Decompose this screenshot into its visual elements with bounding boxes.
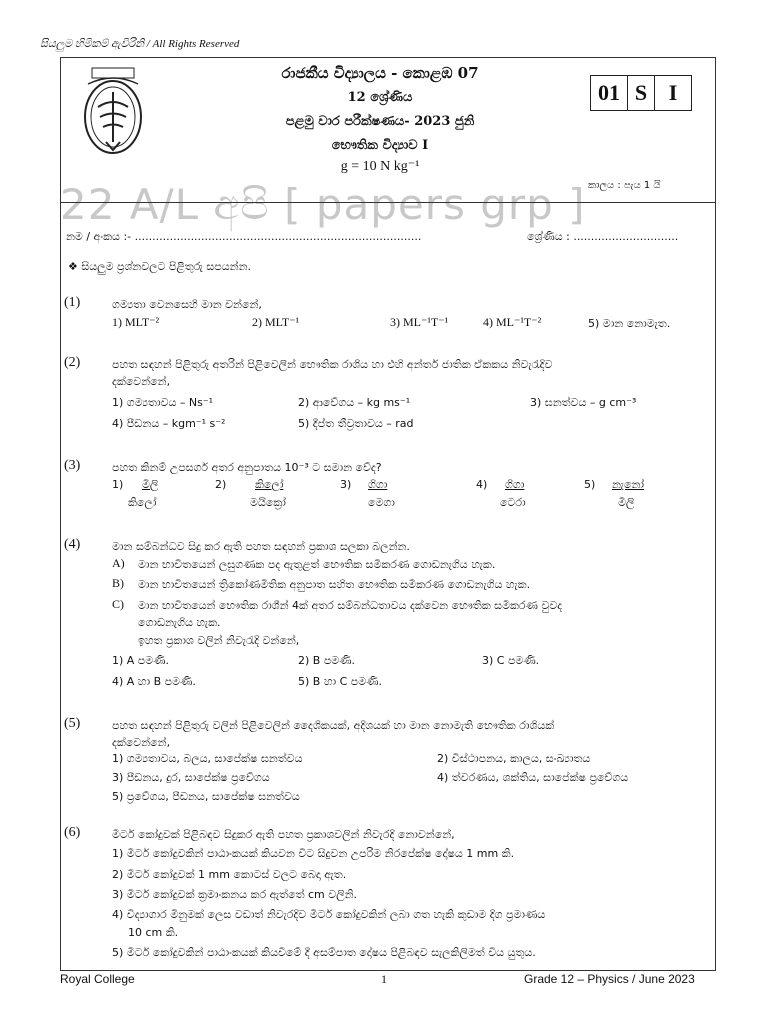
option: 1) මීටර් කෝදුවකින් පාඨාංකයක් කියවන විට සිදුවන උපරිම නිරපේක්ෂ දෝෂය 1 mm කි. bbox=[112, 847, 515, 860]
name-field: නම / අංකය :- .................................................................................. bbox=[66, 230, 422, 243]
question-text: දක්වෙන්නේ, bbox=[112, 375, 171, 388]
option: 3) මීටර් කෝදුවක් ක්‍රමාංකනය කර ඇත්තේ cm වලිනි. bbox=[112, 888, 357, 901]
paper-code-part: I bbox=[668, 80, 678, 105]
question-number: (2) bbox=[64, 355, 81, 370]
statement-label: B) bbox=[112, 576, 124, 590]
option-number: 5) bbox=[584, 478, 596, 491]
statement-text: මාන භාවිතයෙන් ත්‍රිකෝණමිතික අනුපාත සහිත භෞතික සමීකරණ ගොඩනැගිය හැක. bbox=[138, 578, 531, 591]
question-text: පහත කිනම් උපසර්ග අතර අනුපාතය 10⁻³ ට සමාන වේද? bbox=[112, 461, 382, 474]
option-number: 2) bbox=[215, 478, 227, 491]
option: 2) B පමණි. bbox=[298, 654, 356, 667]
option: 2) විස්ථාපනය, කාලය, සංඛ්‍යාතය bbox=[437, 752, 591, 765]
option: 4) A හා B පමණි. bbox=[112, 675, 196, 688]
option-prefix-bottom: ටෙරා bbox=[500, 496, 526, 509]
option: 3) C පමණි. bbox=[482, 654, 540, 667]
exam-time: කාලය : පැය 1 යි bbox=[588, 180, 661, 191]
question-text: පහත සඳහන් පිළිතුරු වලින් පිළිවෙලින් දෛශිකයක්, අදිශයක් හා මාන නොමැති භෞතික රාශියක් bbox=[112, 719, 555, 732]
option: 3) පීඩනය, දුර, සාපේක්ෂ ප්‍රවේගය bbox=[112, 771, 270, 784]
option-prefix-top: ගිගා bbox=[505, 478, 525, 491]
option: 2) මීටර් කෝදුවක් 1 mm කොටස් වලට බෙදා ඇත. bbox=[112, 868, 347, 881]
paper-code-part: 01 bbox=[591, 76, 628, 110]
grade-field: ශ්‍රේණිය : .............................. bbox=[527, 230, 679, 243]
question-number: (6) bbox=[64, 825, 81, 840]
option-prefix-top: නැනෝ bbox=[612, 478, 645, 491]
watermark: 22 A/L අපි [ papers grp ] bbox=[60, 180, 586, 229]
option: 5) මීටර් කෝදුවකින් පාඨාංකයක් කියවීමේ දී අසම්පාත දෝෂය පිළිබඳව සැලකිලිමත් විය යුතුය. bbox=[112, 946, 536, 959]
paper-code-part: S bbox=[628, 76, 655, 110]
option-prefix-top: මිලි bbox=[142, 478, 159, 491]
statement-text: ගොඩනැගිය හැක. bbox=[138, 616, 221, 629]
option-number: 3) bbox=[340, 478, 352, 491]
question-text: දක්වෙන්නේ, bbox=[112, 736, 171, 749]
question-number: (1) bbox=[64, 295, 81, 310]
option-number: 1) bbox=[112, 478, 124, 491]
statement-text: මාන භාවිතයෙන් ලඝුගණක පද ඇතුළත් භෞතික සමීකරණ ගොඩනැගිය හැක. bbox=[138, 558, 496, 571]
statement-label: A) bbox=[112, 556, 125, 570]
option: 4) විද්‍යාගාර මිනුමක් ලෙස වඩාත් නිවැරදිව මීටර් කෝදුවකින් ලබා ගත හැකි කුඩාම දිග ප්‍රමාණය bbox=[112, 908, 546, 921]
option: 4) ත්වරණය, ශක්තිය, සාපේක්ෂ ප්‍රවේගය bbox=[437, 771, 629, 784]
option: 5) B හා C පමණි. bbox=[298, 675, 382, 688]
footer-course: Grade 12 – Physics / June 2023 bbox=[524, 972, 695, 986]
exam-title: පළමු වාර පරීක්ෂණය- 2023 ජුනි bbox=[285, 114, 475, 129]
paper-code-box bbox=[590, 75, 692, 111]
statement-label: C) bbox=[112, 597, 124, 611]
footer-school: Royal College bbox=[60, 972, 135, 986]
question-text: ඉහත ප්‍රකාශ වලින් නිවැරැදි වන්නේ, bbox=[138, 634, 300, 647]
option: 2) MLT⁻¹ bbox=[252, 315, 300, 329]
g-value: g = 10 N kg⁻¹ bbox=[340, 159, 420, 174]
option-prefix-bottom: කිලෝ bbox=[128, 496, 157, 509]
option-prefix-bottom: මයික්‍රෝ bbox=[250, 496, 286, 509]
question-text: ගම්‍යතා වෙනසෙහි මාන වන්නේ, bbox=[112, 298, 262, 311]
option-prefix-top: කිලෝ bbox=[255, 478, 284, 491]
option-prefix-top: ගිගා bbox=[368, 478, 388, 491]
question-number: (5) bbox=[64, 716, 81, 731]
question-text: මාන සම්බන්ධව සිදු කර ඇති පහත සඳහන් ප්‍රකාශ සලකා බලන්න. bbox=[112, 540, 410, 553]
instruction: ❖ සියලුම ප්‍රශ්නවලට පිළිතුරු සපයන්න. bbox=[68, 260, 252, 273]
page-number: 1 bbox=[381, 972, 387, 986]
option: 1) ගම්‍යතාවය – Ns⁻¹ bbox=[112, 396, 214, 409]
school-crest-logo bbox=[78, 62, 148, 162]
grade-title: 12 ශ්‍රේණිය bbox=[347, 90, 413, 105]
option: 1) A පමණි. bbox=[112, 654, 170, 667]
option: 4) ML⁻¹T⁻² bbox=[483, 315, 542, 329]
question-text: පහත සඳහන් පිළිතුරු අතරින් පිළිවෙලින් භෞතික රාශිය හා එහි අන්තර් ජාතික ඒකකය නිවැරැදිව bbox=[112, 358, 553, 371]
option-number: 4) bbox=[476, 478, 488, 491]
option: 5) මාන නොමැත. bbox=[588, 317, 671, 330]
option: 3) ML⁻¹T⁻¹ bbox=[390, 315, 449, 329]
question-number: (4) bbox=[64, 537, 81, 552]
header-divider bbox=[60, 202, 716, 203]
school-name: රාජකීය විද්‍යාලය - කොළඹ 07 bbox=[281, 64, 479, 82]
option: 3) ඝනත්වය – g cm⁻³ bbox=[530, 396, 637, 409]
option: 5) ප්‍රවේගය, පීඩනය, සාපේක්ෂ ඝනත්වය bbox=[112, 790, 300, 803]
option: 4) පීඩනය – kgm⁻¹ s⁻² bbox=[112, 417, 226, 430]
option: 2) ආවේගය – kg ms⁻¹ bbox=[298, 396, 411, 409]
subject-title: භෞතික විද්‍යාව I bbox=[331, 138, 429, 153]
option: 10 cm කි. bbox=[128, 926, 179, 939]
option-prefix-bottom: මිලි bbox=[618, 496, 635, 509]
question-text: මීටර් කෝදුවක් පිළිබඳව සිදුකර ඇති පහත ප්‍රකාශවලින් නිවැරදි නොවන්නේ, bbox=[112, 828, 455, 841]
option: 5) දීප්ත තීව්‍රතාවය – rad bbox=[298, 417, 414, 430]
option-prefix-bottom: මෙගා bbox=[368, 496, 395, 509]
statement-text: මාන භාවිතයෙන් භෞතික රාශීන් 4ක් අතර සම්බන්ධතාවය දක්වෙන භෞතික සමීකරණ වුවද bbox=[138, 599, 563, 612]
copyright-notice: සියලුම හිමිකම් ඇවිරිනි / All Rights Reserved bbox=[40, 38, 240, 50]
option: 1) ගම්‍යතාවය, බලය, සාපේක්ෂ ඝනත්වය bbox=[112, 752, 303, 765]
option: 1) MLT⁻² bbox=[112, 315, 160, 329]
question-number: (3) bbox=[64, 458, 81, 473]
